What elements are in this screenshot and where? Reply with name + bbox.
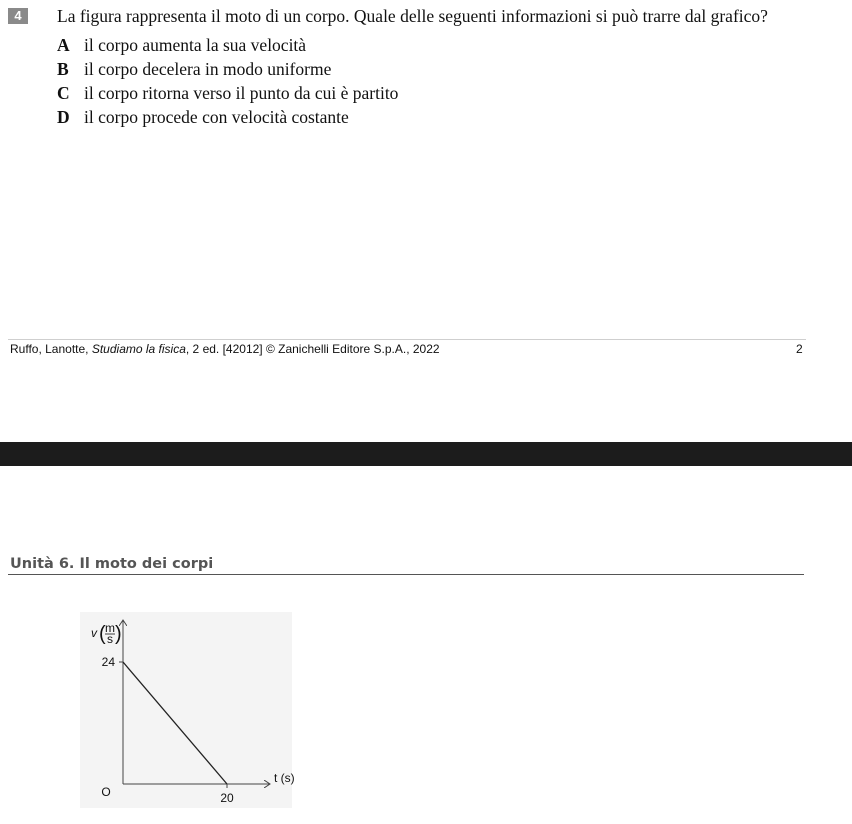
y-axis-unit-num: m	[105, 621, 115, 635]
option-b[interactable]	[57, 59, 331, 80]
question-text: La figura rappresenta il moto di un corpo. Quale delle seguenti informazioni si può trarre dal grafico?	[57, 6, 768, 26]
option-letter: C	[57, 83, 70, 103]
y-tick-label: 24	[101, 655, 115, 669]
option-a[interactable]	[57, 35, 306, 56]
page-separator-band	[0, 442, 852, 466]
footer-divider	[8, 339, 806, 340]
x-axis-label: t (s)	[274, 771, 295, 785]
page-number: 2	[796, 342, 803, 356]
option-text: il corpo decelera in modo uniforme	[84, 59, 332, 79]
y-axis-unit-den: s	[107, 632, 113, 646]
option-d[interactable]	[57, 107, 349, 128]
option-c[interactable]	[57, 83, 398, 104]
origin-label: O	[101, 785, 111, 799]
footer-citation	[10, 342, 440, 356]
option-letter: A	[57, 35, 70, 55]
option-letter: B	[57, 59, 69, 79]
y-axis-paren-close: )	[115, 623, 122, 645]
y-axis-paren-open: (	[99, 623, 106, 645]
footer-book-title: Studiamo la fisica	[91, 342, 186, 356]
unit-title: Unità 6. Il moto dei corpi	[10, 556, 214, 572]
x-tick-label: 20	[220, 791, 234, 805]
option-letter: D	[57, 107, 70, 127]
footer-edition: , 2 ed. [42012] © Zanichelli Editore S.p.A., 2022	[185, 342, 440, 356]
option-text: il corpo ritorna verso il punto da cui è partito	[84, 83, 399, 103]
y-axis-symbol: v	[91, 626, 97, 640]
question-number-badge: 4	[8, 8, 28, 24]
option-text: il corpo procede con velocità costante	[84, 107, 349, 127]
graph-svg	[80, 612, 295, 808]
option-text: il corpo aumenta la sua velocità	[84, 35, 307, 55]
footer-authors: Ruffo, Lanotte,	[10, 342, 92, 356]
velocity-time-graph	[80, 612, 295, 808]
unit-title-underline	[8, 574, 804, 575]
